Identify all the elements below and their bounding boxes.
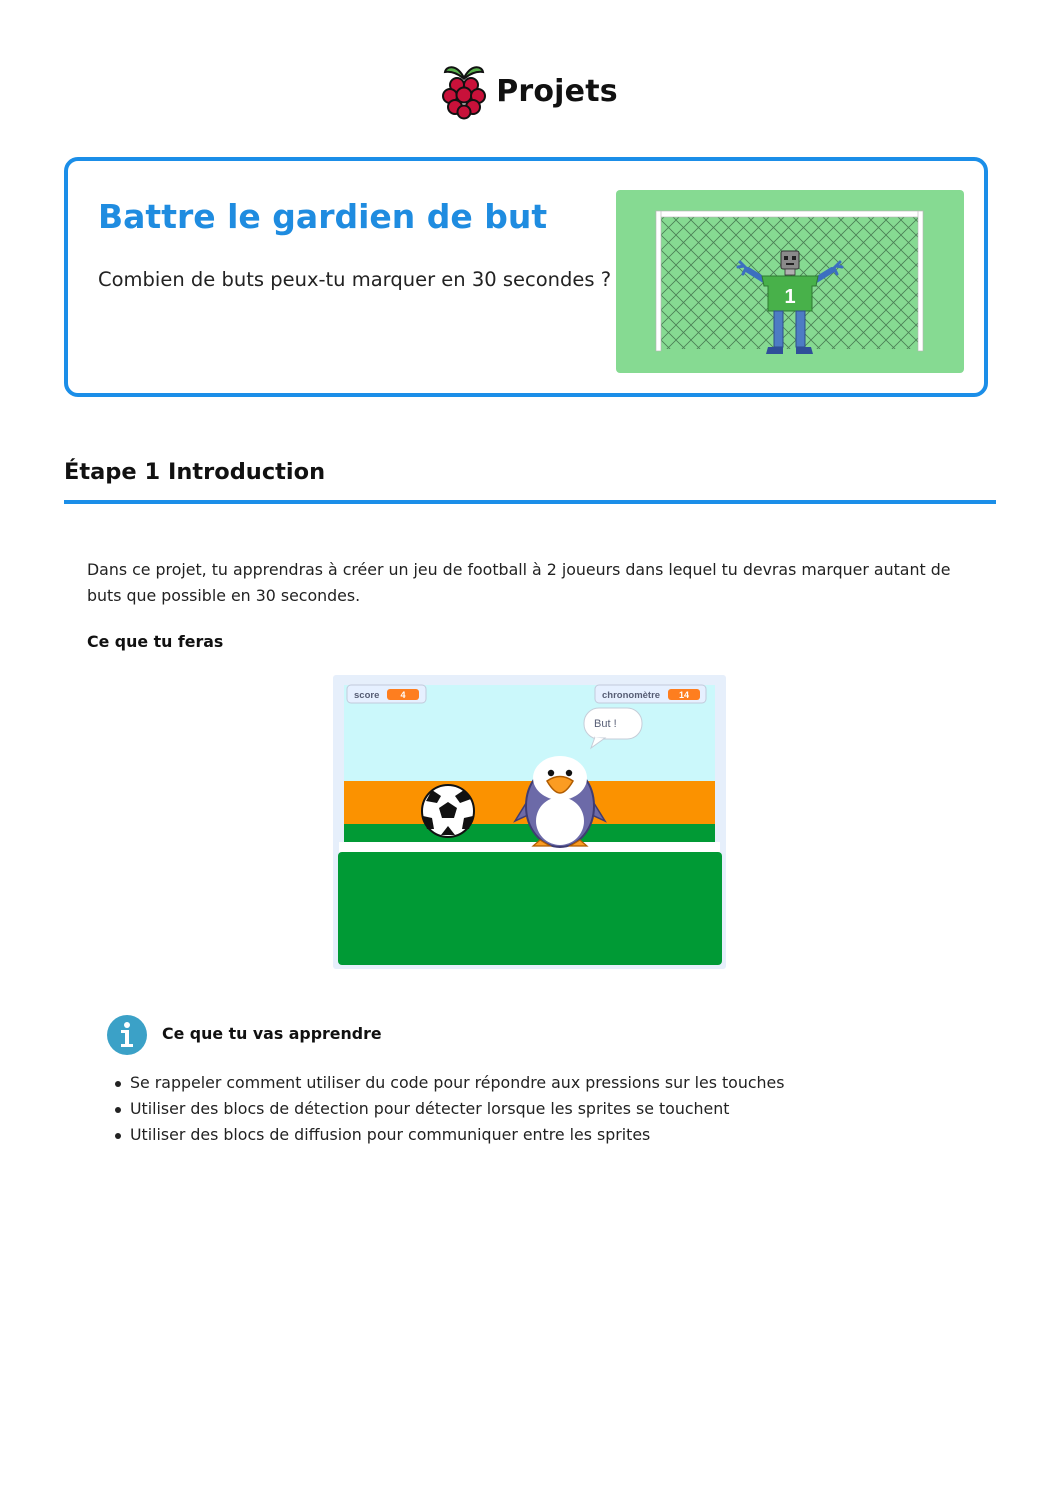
what-you-will-make-heading: Ce que tu feras bbox=[87, 632, 224, 651]
timer-label: chronomètre bbox=[602, 690, 661, 701]
learn-heading: Ce que tu vas apprendre bbox=[162, 1024, 382, 1043]
pitch bbox=[338, 852, 722, 965]
soccer-ball bbox=[422, 785, 474, 837]
list-item: Se rappeler comment utiliser du code pour répondre aux pressions sur les touches bbox=[113, 1070, 785, 1096]
project-hero-card bbox=[64, 157, 988, 397]
goalkeeper-illustration bbox=[616, 190, 964, 373]
list-item: Utiliser des blocs de diffusion pour communiquer entre les sprites bbox=[113, 1122, 785, 1148]
list-item: Utiliser des blocs de détection pour détecter lorsque les sprites se touchent bbox=[113, 1096, 785, 1122]
speech-text: But ! bbox=[594, 718, 617, 730]
timer-value: 14 bbox=[678, 690, 690, 700]
score-label: score bbox=[354, 690, 380, 701]
game-preview bbox=[333, 675, 726, 969]
brand-title: Projets bbox=[496, 73, 618, 109]
project-title: Battre le gardien de but bbox=[98, 197, 548, 236]
timer-monitor bbox=[595, 685, 706, 703]
learn-list bbox=[113, 1070, 785, 1148]
score-value: 4 bbox=[400, 690, 406, 700]
info-icon bbox=[107, 1015, 147, 1055]
game-stage bbox=[333, 675, 726, 969]
step-title: Étape 1 Introduction bbox=[64, 459, 326, 485]
white-line bbox=[339, 842, 720, 852]
jersey-number: 1 bbox=[784, 286, 796, 308]
score-monitor bbox=[347, 685, 426, 703]
intro-paragraph: Dans ce projet, tu apprendras à créer un jeu de football à 2 joueurs dans lequel tu devras marquer autant de buts que possible en 30 secondes. bbox=[87, 560, 951, 605]
page-header bbox=[0, 60, 1060, 122]
step-divider bbox=[64, 500, 996, 504]
goalkeeper-scene bbox=[616, 190, 964, 373]
project-subtitle: Combien de buts peux-tu marquer en 30 secondes ? bbox=[98, 268, 612, 291]
raspberry-icon bbox=[442, 62, 486, 120]
